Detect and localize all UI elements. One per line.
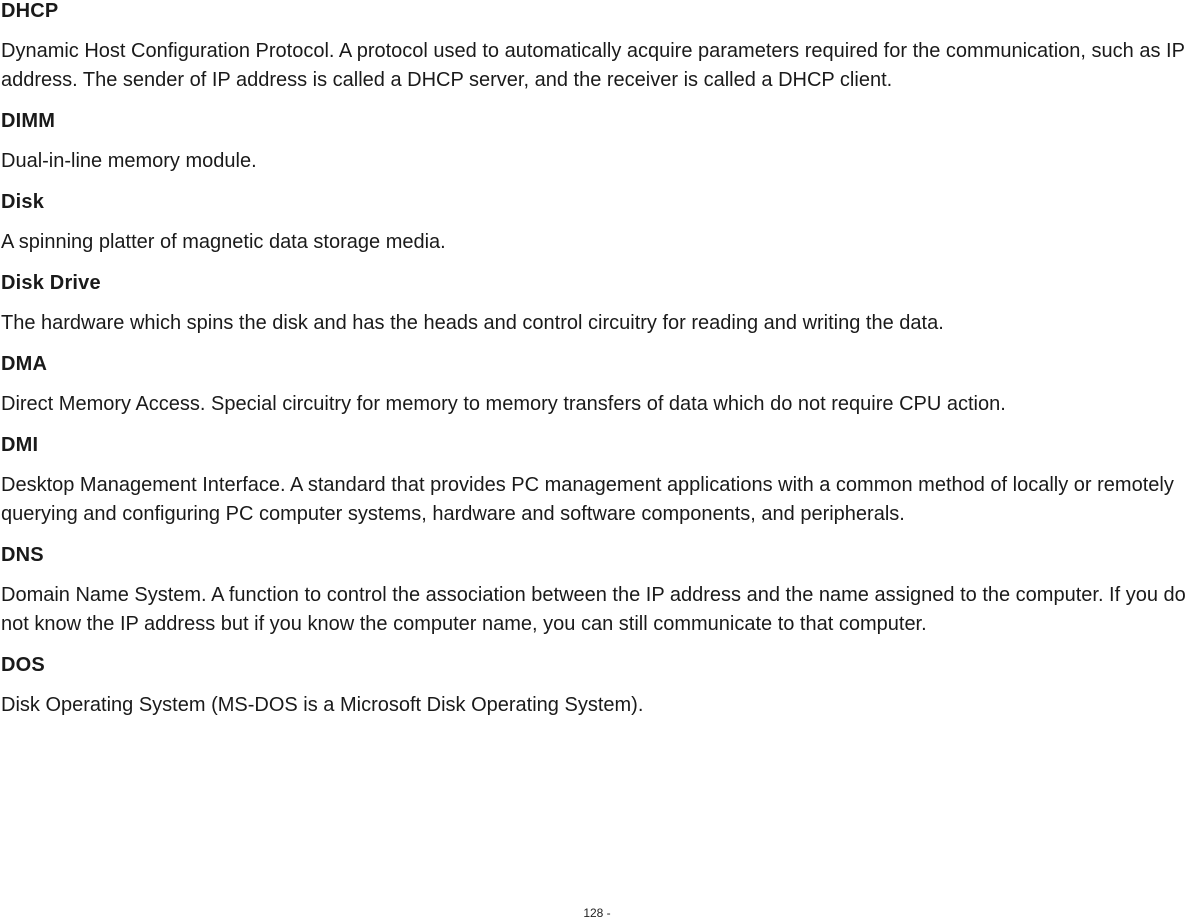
glossary-definition: Domain Name System. A function to control the association between the IP address and the name assigned to the computer. If you do not know the IP address but if you know the computer name, you can still communicate to that computer. xyxy=(1,584,1186,635)
page-number: 128 - xyxy=(583,906,611,920)
glossary-term: DIMM xyxy=(1,110,56,132)
glossary-definition: Disk Operating System (MS-DOS is a Microsoft Disk Operating System). xyxy=(1,694,644,716)
glossary-term: Disk xyxy=(1,191,45,213)
glossary-definition: A spinning platter of magnetic data storage media. xyxy=(1,231,446,253)
glossary-definition: Direct Memory Access. Special circuitry for memory to memory transfers of data which do not require CPU action. xyxy=(1,393,1006,415)
glossary-definition: Desktop Management Interface. A standard that provides PC management applications with a common method of locally or remotely querying and configuring PC computer systems, hardware and software components, and peripherals. xyxy=(1,474,1174,525)
glossary-list xyxy=(1,0,1189,732)
glossary-entry-dmi xyxy=(1,431,1189,541)
glossary-entry-dos xyxy=(1,651,1189,732)
glossary-entry-dns xyxy=(1,541,1189,651)
glossary-entry-dimm xyxy=(1,107,1189,188)
glossary-term: DMI xyxy=(1,434,39,456)
glossary-definition: The hardware which spins the disk and has the heads and control circuitry for reading and writing the data. xyxy=(1,312,944,334)
glossary-definition: Dynamic Host Configuration Protocol. A protocol used to automatically acquire parameters required for the communication, such as IP address. The sender of IP address is called a DHCP server, and the receiver is called a DHCP client. xyxy=(1,40,1185,91)
glossary-term: DHCP xyxy=(1,0,59,22)
glossary-term: DOS xyxy=(1,654,45,676)
glossary-term: Disk Drive xyxy=(1,272,101,294)
glossary-entry-disk-drive xyxy=(1,269,1189,350)
glossary-entry-dma xyxy=(1,350,1189,431)
glossary-term: DNS xyxy=(1,544,44,566)
glossary-entry-disk xyxy=(1,188,1189,269)
glossary-entry-dhcp xyxy=(1,0,1189,107)
glossary-term: DMA xyxy=(1,353,48,375)
glossary-definition: Dual-in-line memory module. xyxy=(1,150,257,172)
